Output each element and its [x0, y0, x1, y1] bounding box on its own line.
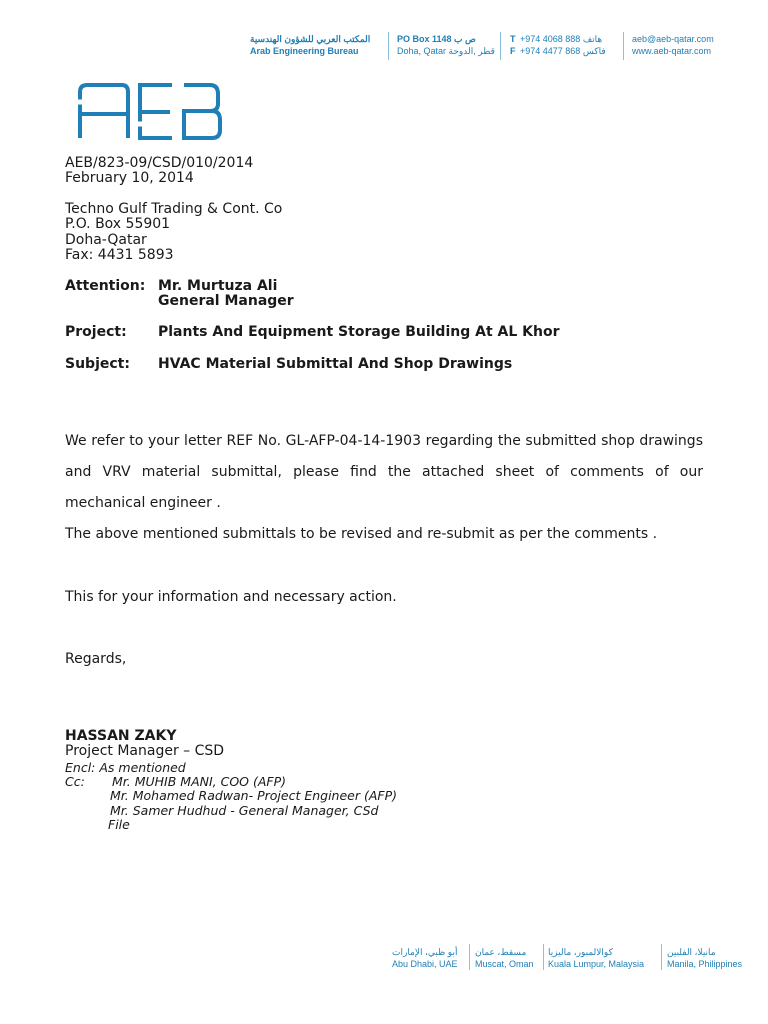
signer-name: HASSAN ZAKY: [65, 728, 177, 744]
office-muscat: [475, 946, 534, 970]
enclosure-note: Encl: As mentioned: [65, 760, 186, 775]
org-name-arabic: المكتب العربي للشؤون الهندسية: [250, 34, 371, 44]
office-name-english: Abu Dhabi, UAE: [392, 959, 458, 969]
body-paragraph-3: This for your information and necessary action.: [65, 589, 397, 605]
footer-divider: [543, 944, 544, 970]
office-name-english: Manila, Philippines: [667, 959, 743, 969]
office-name-arabic: أبو ظبي، الإمارات: [392, 947, 458, 957]
reference-number: AEB/823-09/CSD/010/2014: [65, 155, 254, 171]
recipient-company: Techno Gulf Trading & Cont. Co: [65, 201, 283, 217]
cc-item: Mr. MUHIB MANI, COO (AFP): [112, 774, 287, 789]
email-link[interactable]: aeb@aeb-qatar.com: [632, 34, 714, 44]
office-name-english: Muscat, Oman: [475, 959, 534, 969]
city: Doha, Qatar قطر ,الدوحة: [397, 46, 495, 56]
office-manila: [667, 946, 742, 970]
office-name-arabic: كوالالمبور، ماليزيا: [548, 947, 613, 957]
cc-item: Mr. Samer Hudhud - General Manager, CSd: [110, 803, 379, 818]
project-label: Project:: [65, 324, 127, 340]
org-name-english: Arab Engineering Bureau: [250, 46, 359, 56]
recipient-po-box: P.O. Box 55901: [65, 216, 171, 232]
body-paragraph-1: We refer to your letter REF No. GL-AFP-04-14-1903 regarding the submitted shop drawings and VRV material submittal, please find the attached sheet of comments of our mechanical engineer .: [65, 433, 703, 511]
website-link[interactable]: www.aeb-qatar.com: [632, 46, 712, 56]
cc-item: File: [108, 817, 130, 832]
fax-number: +974 4477 868 فاكس: [520, 46, 606, 56]
letterhead-org: [250, 33, 370, 57]
signer-title: Project Manager – CSD: [65, 743, 225, 759]
body-paragraph-2: The above mentioned submittals to be revised and re-submit as per the comments .: [65, 526, 658, 542]
aeb-logo: [72, 82, 222, 140]
office-name-english: Kuala Lumpur, Malaysia: [548, 959, 645, 969]
recipient-city: Doha-Qatar: [65, 232, 147, 248]
footer-divider: [469, 944, 470, 970]
office-abu-dhabi: [392, 946, 458, 970]
fax-label: F: [510, 46, 516, 56]
subject-label: Subject:: [65, 356, 130, 372]
header-divider: [623, 32, 624, 60]
tel-label: T: [510, 34, 516, 44]
letter-date: February 10, 2014: [65, 170, 194, 186]
attention-label: Attention:: [65, 278, 146, 294]
tel-number: +974 4068 888 هاتف: [520, 34, 603, 44]
attention-title: General Manager: [158, 293, 294, 309]
project-name: Plants And Equipment Storage Building At AL Khor: [158, 324, 560, 340]
attention-name: Mr. Murtuza Ali: [158, 278, 278, 294]
letterhead-address: [397, 33, 495, 57]
office-name-arabic: مانيلا، الفلبين: [667, 947, 716, 957]
subject-text: HVAC Material Submittal And Shop Drawings: [158, 356, 513, 372]
letterhead-contact: [632, 33, 714, 57]
po-box: PO Box 1148 ص ب: [397, 34, 476, 44]
closing: Regards,: [65, 651, 127, 667]
office-name-arabic: مسقط، عمان: [475, 947, 527, 957]
office-kuala-lumpur: [548, 946, 644, 970]
header-divider: [500, 32, 501, 60]
header-divider: [388, 32, 389, 60]
recipient-fax: Fax: 4431 5893: [65, 247, 174, 263]
footer-divider: [661, 944, 662, 970]
cc-item: Mr. Mohamed Radwan- Project Engineer (AFP): [110, 788, 397, 803]
letterhead-phone: [510, 33, 606, 57]
cc-label: Cc:: [65, 774, 85, 789]
